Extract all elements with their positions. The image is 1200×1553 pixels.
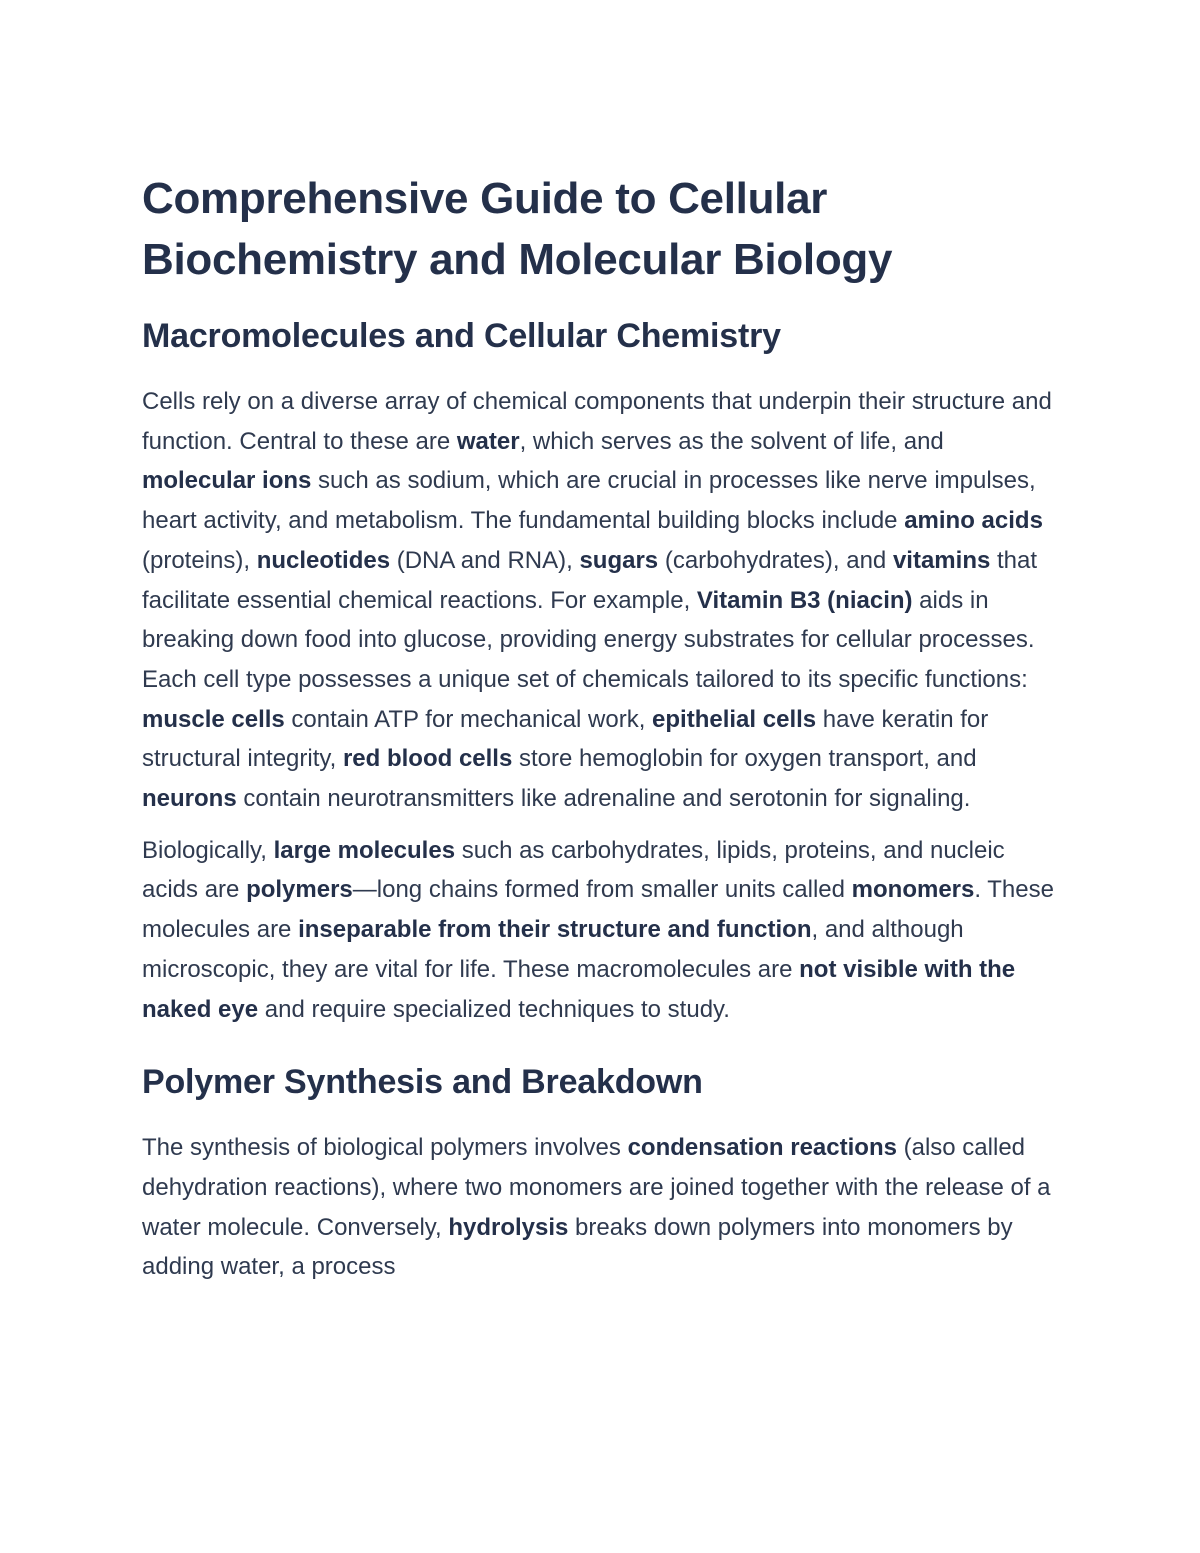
text-run: contain neurotransmitters like adrenaline and serotonin for signaling.	[236, 785, 971, 813]
text-run: breaks down polymers into monomers by adding water, a process	[142, 1213, 1013, 1281]
document-page	[142, 168, 1057, 1287]
text-run: such as carbohydrates, lipids, proteins, and nucleic acids are	[142, 836, 1005, 904]
section-heading-macromolecules: Macromolecules and Cellular Chemistry	[142, 317, 781, 355]
text-run: aids in breaking down food into glucose, providing energy substrates for cellular processes. Each cell type possesses a unique set of chemicals tailored to its specific functions:	[142, 586, 1035, 693]
bold-term: Vitamin B3 (niacin)	[696, 586, 913, 614]
bold-term: sugars	[579, 546, 659, 574]
bold-term: condensation reactions	[627, 1134, 897, 1162]
text-run: The synthesis of biological polymers involves	[142, 1134, 628, 1162]
text-run: (proteins),	[142, 546, 257, 574]
text-run: (DNA and RNA),	[390, 546, 580, 574]
text-run: —long chains formed from smaller units called	[352, 876, 852, 904]
bold-term: nucleotides	[256, 546, 391, 574]
text-run: and require specialized techniques to study.	[258, 995, 730, 1023]
text-run: store hemoglobin for oxygen transport, and	[512, 745, 977, 773]
bold-term: red blood cells	[342, 745, 513, 773]
text-run: . These molecules are	[142, 876, 1054, 944]
text-run: , which serves as the solvent of life, and	[519, 427, 944, 455]
bold-term: muscle cells	[142, 705, 285, 733]
text-run: contain ATP for mechanical work,	[284, 705, 653, 733]
document-title: Comprehensive Guide to Cellular Biochemistry and Molecular Biology	[142, 174, 893, 284]
bold-term: not visible with the naked eye	[142, 955, 1016, 1023]
bold-term: hydrolysis	[448, 1213, 569, 1241]
text-run: have keratin for structural integrity,	[142, 705, 989, 773]
paragraph-polymer-synthesis	[142, 1128, 1057, 1287]
paragraph-macromolecules	[142, 831, 1057, 1030]
bold-term: polymers	[246, 876, 353, 904]
bold-term: vitamins	[892, 546, 991, 574]
bold-term: amino acids	[904, 507, 1043, 535]
bold-term: large molecules	[273, 836, 456, 864]
text-run: , and although microscopic, they are vital for life. These macromolecules are	[142, 916, 964, 983]
text-run: Biologically,	[142, 836, 274, 864]
bold-term: neurons	[142, 785, 237, 813]
section-heading-polymer-synthesis: Polymer Synthesis and Breakdown	[142, 1063, 703, 1102]
text-run: (also called dehydration reactions), where two monomers are joined together with the release of a water molecule. Conversely,	[142, 1134, 1051, 1241]
bold-term: water	[456, 427, 520, 455]
text-run: Cells rely on a diverse array of chemical components that underpin their structure and function. Central to these are	[142, 388, 1052, 455]
text-run: (carbohydrates), and	[658, 546, 893, 574]
bold-term: molecular ions	[142, 467, 312, 495]
text-run: that facilitate essential chemical reactions. For example,	[142, 546, 1038, 614]
bold-term: inseparable from their structure and function	[298, 916, 812, 944]
bold-term: epithelial cells	[652, 705, 817, 733]
text-run: such as sodium, which are crucial in processes like nerve impulses, heart activity, and metabolism. The fundamental building blocks include	[142, 467, 1036, 535]
bold-term: monomers	[851, 876, 975, 904]
paragraph-cell-chemistry	[142, 382, 1057, 819]
